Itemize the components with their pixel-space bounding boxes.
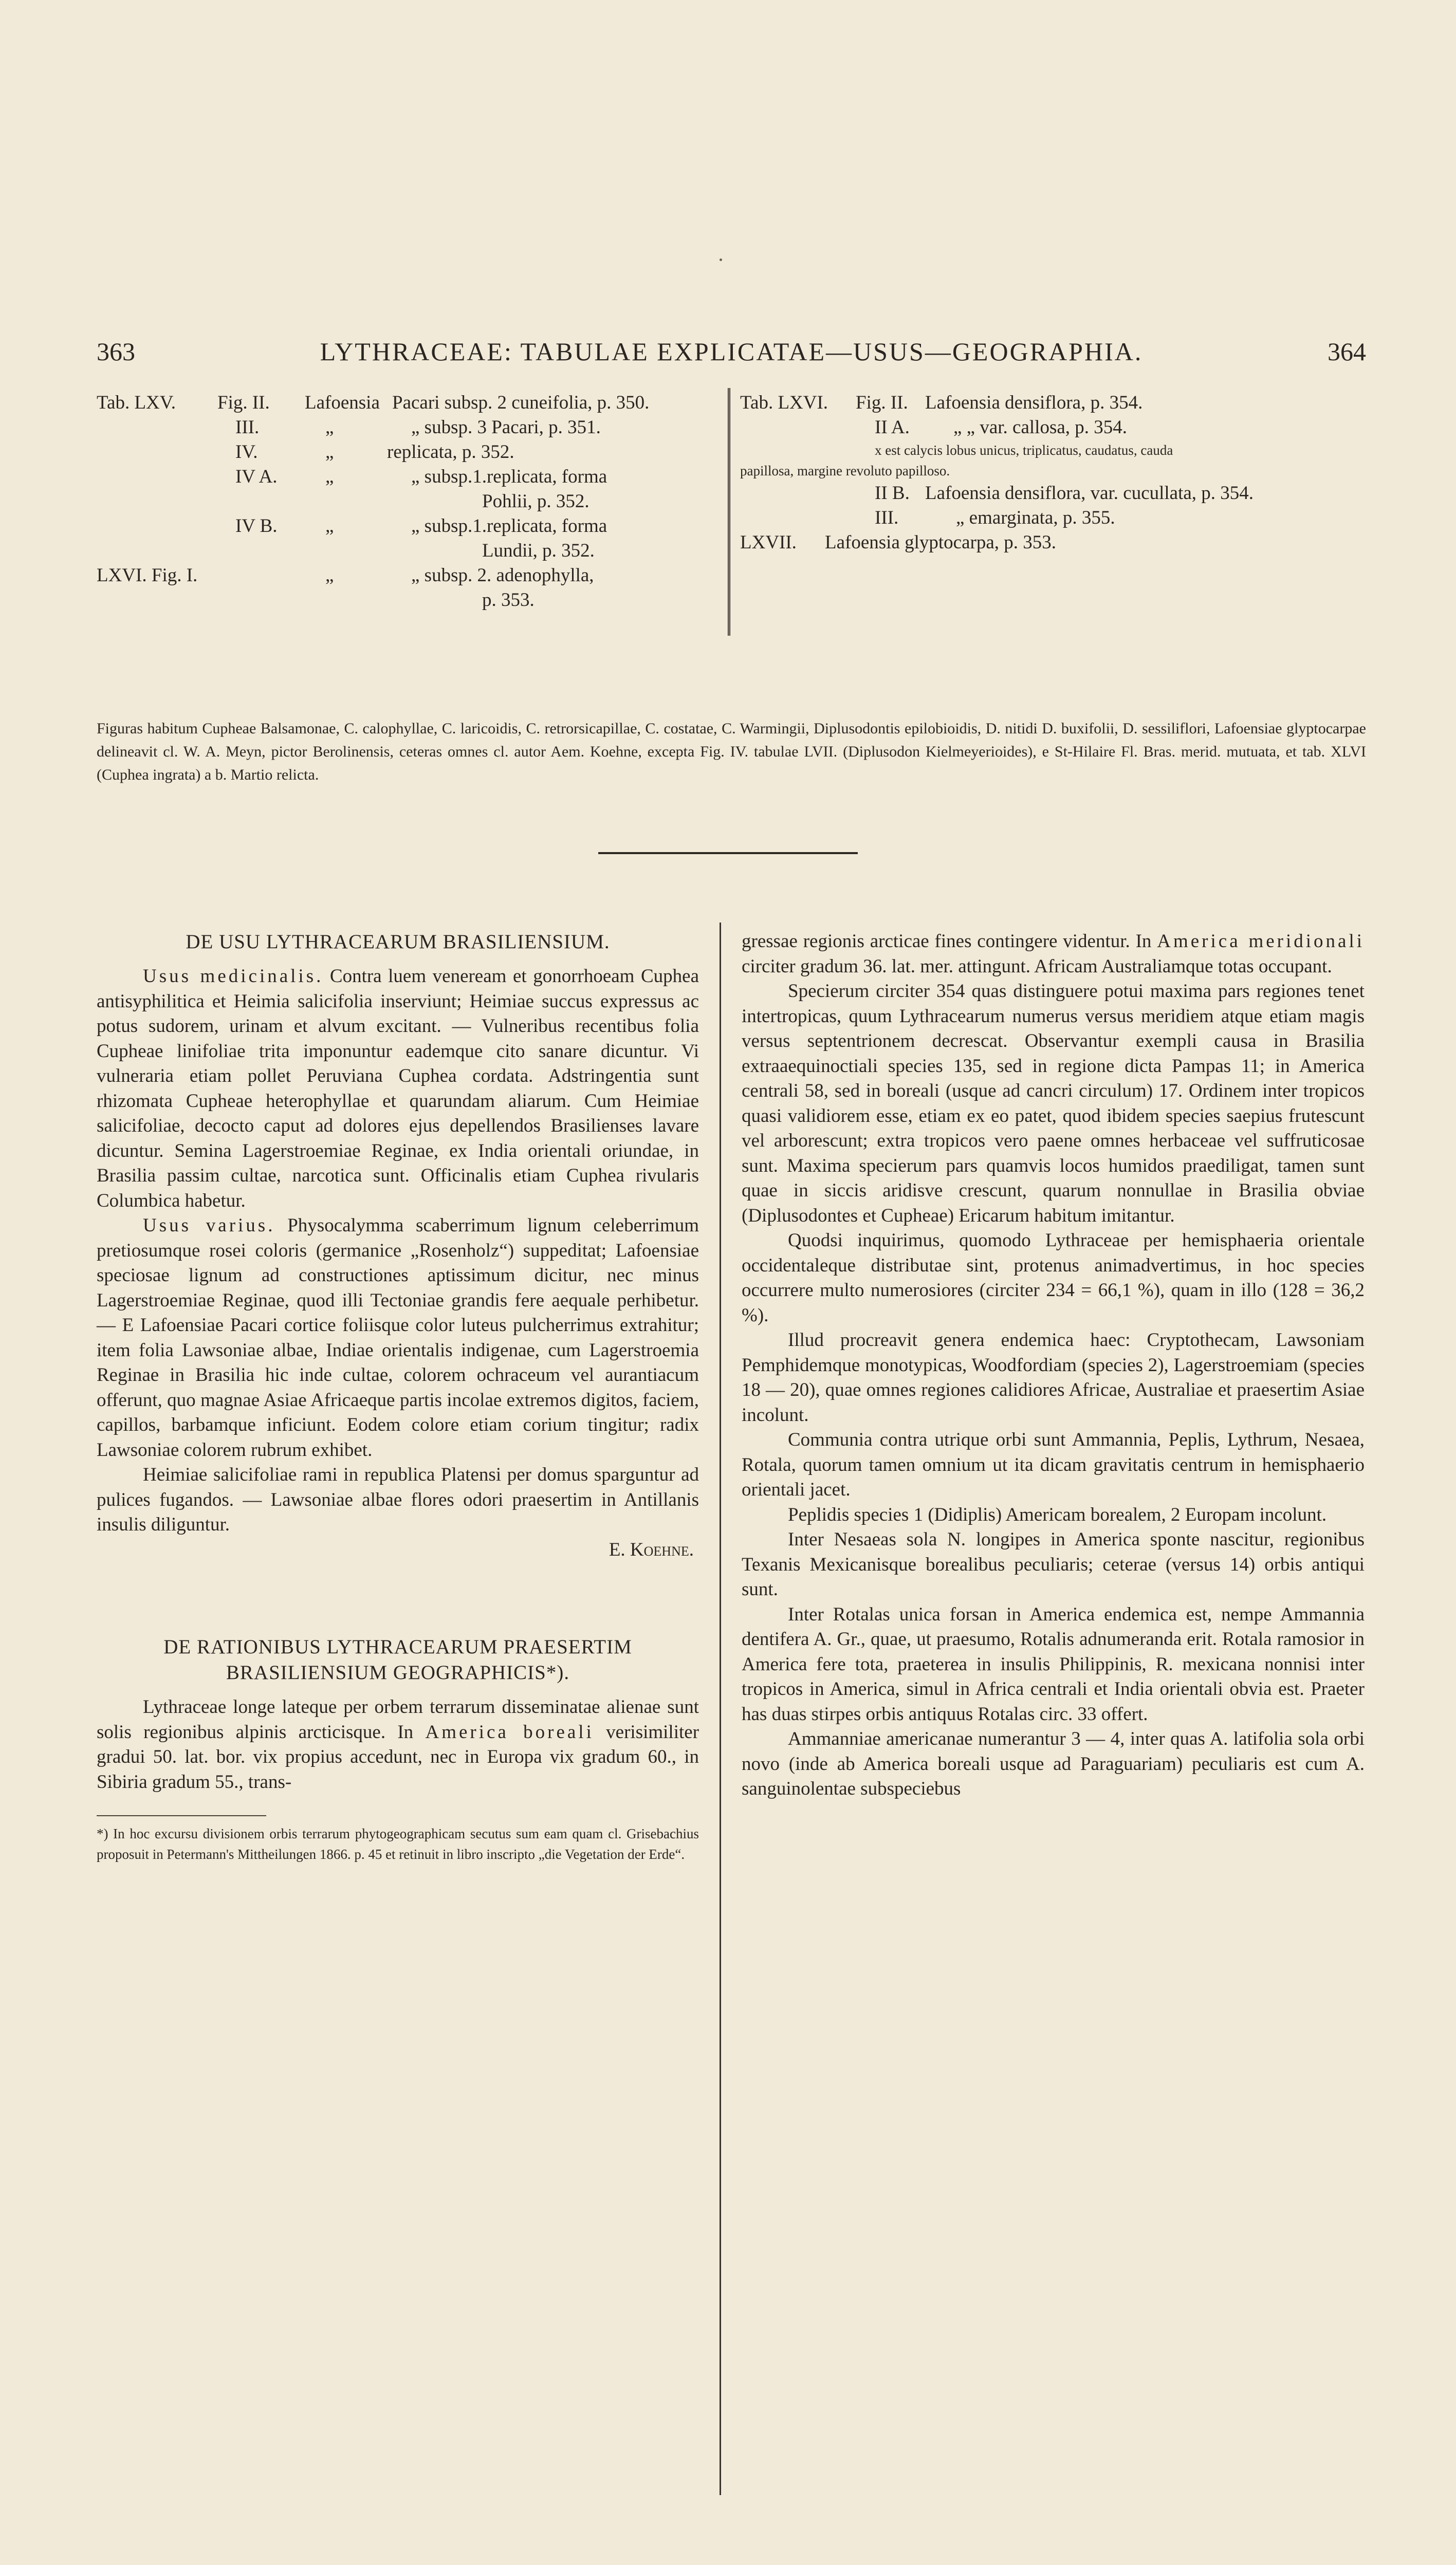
plate-row: [97, 563, 721, 588]
left-column: [97, 929, 699, 1865]
paragraph-text: gressae regionis arcticae fines contingere videntur. In: [742, 931, 1152, 952]
paragraph-distribution: [97, 1695, 699, 1795]
figure-credits: Figuras habitum Cupheae Balsamonae, C. calophyllae, C. laricoidis, C. retrorsicapillae, C. costatae, C. Warmingii, Diplusodontis epilobioidis, D. nitidi D. buxifolii, D. sessiliflori, Lafoensiae glyptocarpae delineavit cl. W. A. Meyn, pictor Berolinensis, ceteras omnes cl. autor Aem. Koehne, excepta Fig. IV. tabulae LVII. (Diplusodon Kielmeyerioides), e St-Hilaire Fl. Bras. merid. mutuata, et tab. XLVI (Cuphea ingrata) a b. Martio relicta.: [97, 720, 1366, 783]
paragraph-ammannia: Ammanniae americanae numerantur 3 — 4, inter quas A. latifolia sola orbi novo (inde ab America boreali usque ad Paraguariam) peculiaris est cum A. sanguinolentae subspeciebus: [742, 1728, 1365, 1799]
paragraph-endemic-genera: Illud procreavit genera endemica haec: Cryptothecam, Lawsoniam Pemphidemque monotypicas, Woodfordiam (species 2), Lagerstroemiam (species 18 — 20), quae omnes regiones calidiores Africae, Australiae et praesertim Asiae incolunt.: [742, 1330, 1365, 1426]
running-title: LYTHRACEAE: TABULAE EXPLICATAE—USUS—GEOGRAPHIA.: [320, 337, 1143, 366]
plate-row: [740, 506, 1367, 530]
page-speck: [720, 259, 722, 261]
plate-row: [97, 514, 721, 539]
ditto-mark: „: [325, 565, 334, 586]
taxon-description: „ „ var. callosa, p. 354.: [953, 417, 1128, 438]
plate-row: [740, 530, 1367, 555]
paragraph-nesaea: Inter Nesaeas sola N. longipes in America sponte nascitur, regionibus Texanis Mexicanisque borealibus peculiaris; ceterae (versus 14) orbis antiqui sunt.: [742, 1529, 1365, 1600]
plate-row: [740, 481, 1367, 506]
figure-number: IV A.: [235, 466, 278, 487]
section-heading-geographia: DE RATIONIBUS LYTHRACEARUM PRAESERTIM BRASILIENSIUM GEOGRAPHICIS*).: [163, 1636, 632, 1684]
paragraph-usus-medicinalis: [97, 964, 699, 1213]
figure-number: III.: [875, 507, 899, 528]
plate-number: LXVII.: [740, 532, 797, 553]
taxon-description: Lafoensia glyptocarpa, p. 353.: [825, 532, 1057, 553]
taxon-description: „ subsp. 3 Pacari, p. 351.: [411, 417, 601, 438]
taxon-description: Lundii, p. 352.: [482, 540, 595, 561]
plate-row: [740, 415, 1367, 440]
ditto-mark: „: [325, 466, 334, 487]
spaced-term: America boreali: [425, 1721, 594, 1743]
ditto-mark: „: [325, 515, 334, 537]
plate-row: [97, 465, 721, 489]
ditto-mark: „: [325, 417, 334, 438]
paragraph-usus-varius: [97, 1213, 699, 1463]
page-number-left: 363: [97, 337, 135, 366]
figure-note: papillosa, margine revoluto papilloso.: [740, 463, 950, 478]
paragraph-peplis: Peplidis species 1 (Didiplis) Americam borealem, 2 Europam incolunt.: [788, 1504, 1327, 1525]
footnote-rule: [97, 1815, 266, 1816]
paragraph-lead: Usus varius.: [143, 1215, 275, 1236]
taxon-description: replicata, p. 352.: [387, 441, 514, 463]
taxon-description: p. 353.: [482, 589, 535, 611]
plate-row: [97, 489, 721, 514]
taxon-description: „ subsp.1.replicata, forma: [411, 466, 607, 487]
taxon-description: Lafoensia densiflora, p. 354.: [925, 392, 1143, 413]
figure-number: Fig. II.: [856, 392, 908, 413]
taxon-description: „ subsp. 2. adenophylla,: [411, 565, 594, 586]
right-column: [742, 929, 1365, 1802]
plate-row: [97, 539, 721, 563]
figure-number: Fig. II.: [217, 392, 270, 413]
paragraph-lead: Usus medicinalis.: [143, 966, 324, 987]
taxon-description: Pacari subsp. 2 cuneifolia, p. 350.: [392, 392, 650, 413]
plate-number: Tab. LXVI.: [740, 392, 828, 413]
paragraph-text: Lythraceae longe lateque per orbem terrarum disseminatae alienae sunt solis regionibus alpinis arcticisque. In: [97, 1696, 699, 1743]
section-rule: [598, 852, 858, 854]
taxon-description: Pohlii, p. 352.: [482, 491, 589, 512]
taxon-description: Lafoensia densiflora, var. cucullata, p. 354.: [925, 483, 1254, 504]
figure-number: IV B.: [235, 515, 278, 537]
plate-note: [740, 460, 1367, 481]
section-heading-usus: DE USU LYTHRACEARUM BRASILIENSIUM.: [186, 931, 610, 953]
page-number-right: 364: [1328, 337, 1366, 366]
paragraph-text: Contra luem veneream et gonorrhoeam Cuphea antisyphilitica et Heimia salicifolia inserviunt; Heimiae succus expressus ac potus sudorem, urinam et alvum excitant. — Vulneribus recentibus folia Cupheae linifoliae trita imponuntur eademque cito sanare dicuntur. Vi vulneraria etiam pollet Peruviana Cuphea cordata. Adstringentia sunt rhizomata Cupheae heterophyllae et quarundam aliarum. Cum Heimiae salicifoliae, decocto caput ad dolores ejus depellendos Brasilienses lavare dicuntur. Semina Lagerstroemiae Reginae, ex India orientali oriundae, in Brasilia passim cultae, narcotica sunt. Officinalis etiam Cuphea rivularis Columbica habetur.: [97, 966, 699, 1211]
plate-list-right: [740, 391, 1367, 632]
plate-row: [97, 588, 721, 613]
paragraph-common-genera: Communia contra utrique orbi sunt Ammannia, Peplis, Lythrum, Nesaea, Rotala, quorum tamen omnium ut ita dicam gravitatis centrum in hemisphaerio orientali jacet.: [742, 1429, 1365, 1500]
paragraph-heimia: Heimiae salicifoliae rami in republica Platensi per domus sparguntur ad pulices fugandos. — Lawsoniae albae flores odori praesertim in Antillanis insulis diliguntur.: [97, 1464, 699, 1535]
paragraph-rotala: Inter Rotalas unica forsan in America endemica est, nempe Ammannia dentifera A. Gr., quae, ut praesumo, Rotalis adnumeranda erit. Rotala ramosior in America fere tota, praeterea in insulis Philippinis, R. mexicana nonnisi inter tropicos in America, simul in Africa centrali et India orientali obvia est. Praeter has duas stirpes orbis antiquus Rotalas circ. 33 offert.: [742, 1603, 1365, 1725]
paragraph-text: Physocalymma scaberrimum lignum celeberrimum pretiosumque rosei coloris (germanice „Rosenholz“) suppeditat; Lafoensiae speciosae lignum ad constructiones aptissimum dicitur, nec minus Lagerstroemiae Reginae, quod illi Tectoniae grandis fere aequale perhibetur. — E Lafoensiae Pacari cortice foliisque color luteus pulcherrimus extrahitur; item folia Lawsoniae albae, Indiae orientalis indigenae, cum Lagerstroemia Reginae in Brasilia hic inde cultae, colorem ochraceum vel aurantiacum offerunt, quo magnae Asiae Africaeque partis incolae extremos digitos, faciem, capillos, barbamque inficiunt. Eodem colore etiam corium tingitur; radix Lawsoniae colorem rubrum exhibet.: [97, 1215, 699, 1461]
spaced-term: America meridionali: [1157, 931, 1365, 952]
paragraph-text: circiter gradum 36. lat. mer. attingunt. Africam Australiamque totas occupant.: [742, 955, 1332, 977]
plate-row: [97, 391, 721, 415]
plate-note: [740, 440, 1367, 460]
plate-row: [740, 391, 1367, 415]
plate-list-left: [97, 391, 721, 632]
plate-row: [97, 415, 721, 440]
plate-row: [97, 440, 721, 465]
figure-number: III.: [235, 417, 260, 438]
plate-number: Tab. LXV.: [97, 392, 176, 413]
taxon-description: „ subsp.1.replicata, forma: [411, 515, 607, 537]
running-head: [97, 337, 1366, 373]
paragraph-text: verisimiliter gradui 50. lat. bor. vix propius accedunt, nec in Europa vix gradum 60., in Sibiria gradum 55., trans-: [97, 1721, 699, 1793]
plate-number: LXVI. Fig. I.: [97, 565, 198, 586]
figure-number: II B.: [875, 483, 910, 504]
genus-name: Lafoensia: [305, 392, 380, 413]
author-signature: E. Koehne.: [609, 1539, 694, 1560]
taxon-description: „ emarginata, p. 355.: [956, 507, 1115, 528]
ditto-mark: „: [325, 441, 334, 463]
figure-number: IV.: [235, 441, 258, 463]
paragraph-hemispheres: Quodsi inquirimus, quomodo Lythraceae per hemisphaeria orientale occidentaleque distributae sint, protenus animadvertimus, in hoc species occurrere multo numerosiores (circiter 234 = 66,1 %), quam in illo (128 = 36,2 %).: [742, 1230, 1365, 1326]
footnote: *) In hoc excursu divisionem orbis terrarum phytogeographicam secutus sum eam quam cl. Grisebachius proposuit in Petermann's Mittheilungen 1866. p. 45 et retinuit in libro inscripto „die Vegetation der Erde“.: [97, 1826, 699, 1862]
figure-note: x est calycis lobus unicus, triplicatus, caudatus, cauda: [875, 442, 1173, 458]
double-column-rule: [728, 388, 730, 636]
paragraph-species-count: Specierum circiter 354 quas distinguere potui maxima pars regiones tenet intertropicas, quum Lythracearum numerus versus meridiem atque etiam magis versus septentrionem decrescat. Observantur exempli causa in Brasilia extraaequinoctiali species 135, sed in regione dicta Pampas 11; in America centrali 58, sed in boreali (usque ad cancri circulum) 17. Ordinem inter tropicos quasi validiorem esse, etiam ex eo patet, quod ibidem species saepius frutescunt vel arborescunt; extra tropicos vero paene omnes herbaceae vel suffruticosae sunt. Maxima specierum pars quamvis locos humidos praediligat, tamen sunt quae in siccis aridisve crescunt, quarum nonnullae in Brasilia obviae (Diplusodontes et Cupheae) Ericarum habitum imitantur.: [742, 981, 1365, 1226]
paragraph-continued: [742, 929, 1365, 979]
column-rule: [720, 922, 721, 2495]
figure-number: II A.: [875, 417, 910, 438]
